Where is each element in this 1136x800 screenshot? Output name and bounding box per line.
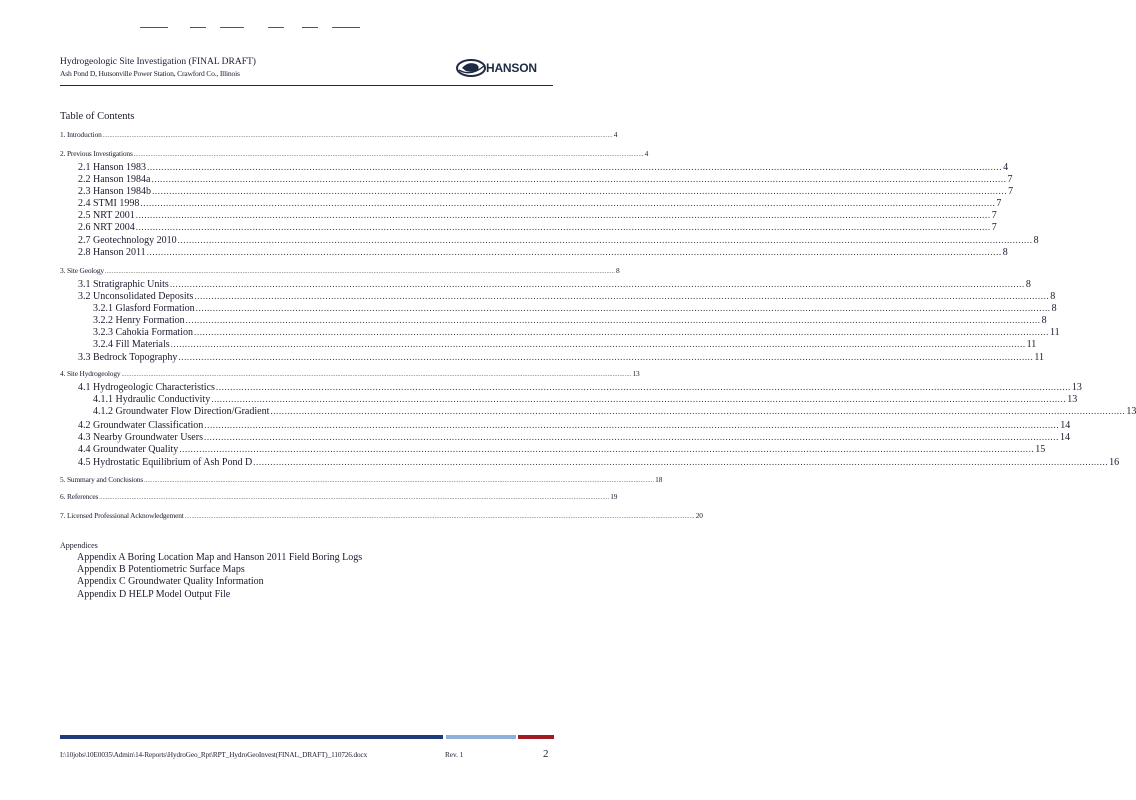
- appendix-item: Appendix B Potentiometric Surface Maps: [77, 564, 245, 575]
- toc-entry[interactable]: [60, 475, 663, 485]
- toc-entry[interactable]: [78, 290, 1056, 302]
- toc-dot-leader: ............................................................................................................................................................................................................................................................................................................: [151, 174, 1007, 184]
- toc-entry-label: 4.4 Groundwater Quality: [78, 444, 179, 455]
- toc-entry-page: 8: [1050, 291, 1056, 302]
- toc-entry[interactable]: [93, 302, 1057, 314]
- toc-dot-leader: ............................................................................................................................................................................................................................................................................................................: [253, 457, 1109, 467]
- toc-dot-leader: ............................................................................................................................................................................................................................................................................................................: [194, 291, 1050, 301]
- toc-dot-leader: ............................................................................................................................................................................................................................................................................................................: [178, 352, 1034, 362]
- toc-entry[interactable]: [78, 419, 1071, 431]
- top-marks: [140, 27, 360, 31]
- toc-dot-leader: ............................................................................................................................................................................................................................................................................................................: [102, 133, 613, 139]
- toc-dot-leader: ............................................................................................................................................................................................................................................................................................................: [204, 420, 1060, 430]
- toc-entry-label: 2.4 STMI 1998: [78, 198, 140, 209]
- footer-bar-red: [518, 735, 554, 739]
- toc-entry[interactable]: [78, 209, 997, 221]
- toc-entry-page: 7: [996, 198, 1002, 209]
- toc-entry[interactable]: [78, 381, 1082, 393]
- toc-entry[interactable]: [78, 456, 1120, 468]
- toc-entry-label: 4.5 Hydrostatic Equilibrium of Ash Pond D: [78, 457, 253, 468]
- toc-dot-leader: ............................................................................................................................................................................................................................................................................................................: [152, 186, 1008, 196]
- toc-entry-page: 19: [610, 492, 618, 501]
- toc-entry-label: 4.2 Groundwater Classification: [78, 420, 204, 431]
- toc-entry[interactable]: [78, 234, 1039, 246]
- toc-dot-leader: ............................................................................................................................................................................................................................................................................................................: [135, 210, 991, 220]
- toc-entry-label: 2. Previous Investigations: [60, 149, 133, 158]
- footer-page-number: 2: [543, 748, 549, 760]
- toc-entry-page: 14: [1060, 420, 1071, 431]
- toc-entry-page: 8: [1033, 235, 1039, 246]
- toc-entry-page: 13: [1126, 406, 1136, 417]
- toc-entry[interactable]: [78, 278, 1031, 290]
- toc-entry-page: 11: [1050, 327, 1060, 338]
- header-rule: [60, 85, 553, 86]
- toc-dot-leader: ............................................................................................................................................................................................................................................................................................................: [211, 394, 1067, 404]
- toc-entry-label: 4. Site Hydrogeology: [60, 369, 121, 378]
- toc-dot-leader: ............................................................................................................................................................................................................................................................................................................: [170, 339, 1026, 349]
- toc-entry-label: 3.2 Unconsolidated Deposits: [78, 291, 194, 302]
- toc-entry-page: 7: [1007, 174, 1013, 185]
- toc-entry-page: 16: [1109, 457, 1120, 468]
- toc-entry[interactable]: [78, 173, 1013, 185]
- toc-dot-leader: ............................................................................................................................................................................................................................................................................................................: [270, 406, 1126, 416]
- toc-entry-label: 1. Introduction: [60, 130, 102, 139]
- toc-entry-page: 18: [655, 475, 663, 484]
- toc-entry[interactable]: [78, 161, 1009, 173]
- toc-entry-page: 8: [1025, 279, 1031, 290]
- toc-entry-page: 7: [1008, 186, 1014, 197]
- toc-entry-label: 2.2 Hanson 1984a: [78, 174, 151, 185]
- toc-entry-label: 3.1 Stratigraphic Units: [78, 279, 169, 290]
- toc-entry-label: 3.2.3 Cahokia Formation: [93, 327, 193, 338]
- toc-entry-label: 4.1 Hydrogeologic Characteristics: [78, 382, 215, 393]
- toc-entry[interactable]: [60, 266, 620, 276]
- toc-dot-leader: ............................................................................................................................................................................................................................................................................................................: [99, 495, 610, 501]
- toc-dot-leader: ............................................................................................................................................................................................................................................................................................................: [135, 222, 991, 232]
- toc-entry-page: 14: [1059, 432, 1070, 443]
- toc-entry-page: 15: [1035, 444, 1046, 455]
- toc-entry-label: 3.2.4 Fill Materials: [93, 339, 170, 350]
- toc-entry-label: 6. References: [60, 492, 99, 501]
- toc-entry[interactable]: [78, 197, 1002, 209]
- toc-entry-page: 4: [644, 149, 649, 158]
- globe-icon: [456, 57, 486, 79]
- footer-file-path: I:\10jobs\10E0035\Admin\14-Reports\HydroGeo_Rpt\RPT_HydroGeoInvest(FINAL_DRAFT)_110726.docx: [60, 751, 368, 759]
- toc-dot-leader: ............................................................................................................................................................................................................................................................................................................: [185, 315, 1041, 325]
- toc-dot-leader: ............................................................................................................................................................................................................................................................................................................: [215, 382, 1071, 392]
- toc-entry[interactable]: [60, 511, 703, 521]
- toc-entry-page: 13: [1071, 382, 1082, 393]
- toc-dot-leader: ............................................................................................................................................................................................................................................................................................................: [169, 279, 1025, 289]
- header-subtitle: Ash Pond D, Hutsonville Power Station, Crawford Co., Illinois: [60, 69, 240, 78]
- toc-entry-label: 4.1.1 Hydraulic Conductivity: [93, 394, 211, 405]
- toc-entry-label: 3.3 Bedrock Topography: [78, 352, 178, 363]
- toc-entry-label: 2.3 Hanson 1984b: [78, 186, 152, 197]
- toc-dot-leader: ............................................................................................................................................................................................................................................................................................................: [179, 444, 1035, 454]
- toc-dot-leader: ............................................................................................................................................................................................................................................................................................................: [140, 198, 996, 208]
- toc-entry-label: 2.7 Geotechnology 2010: [78, 235, 177, 246]
- toc-entry[interactable]: [78, 221, 997, 233]
- toc-entry[interactable]: [93, 405, 1136, 417]
- toc-entry-label: 2.5 NRT 2001: [78, 210, 135, 221]
- toc-entry-label: 2.1 Hanson 1983: [78, 162, 147, 173]
- toc-entry[interactable]: [60, 130, 618, 140]
- header-title: Hydrogeologic Site Investigation (FINAL DRAFT): [60, 57, 256, 67]
- toc-dot-leader: ............................................................................................................................................................................................................................................................................................................: [146, 247, 1002, 257]
- footer-revision: Rev. 1: [445, 751, 464, 759]
- toc-dot-leader: ............................................................................................................................................................................................................................................................................................................: [184, 514, 695, 520]
- toc-dot-leader: ............................................................................................................................................................................................................................................................................................................: [194, 327, 1049, 337]
- toc-entry[interactable]: [60, 149, 649, 159]
- toc-entry-page: 4: [1003, 162, 1009, 173]
- logo-text: HANSON: [486, 61, 537, 75]
- appendix-item: Appendix A Boring Location Map and Hanson 2011 Field Boring Logs: [77, 552, 363, 563]
- toc-dot-leader: ............................................................................................................................................................................................................................................................................................................: [121, 372, 632, 378]
- toc-entry[interactable]: [78, 431, 1070, 443]
- toc-dot-leader: ............................................................................................................................................................................................................................................................................................................: [133, 152, 644, 158]
- toc-entry-label: 7. Licensed Professional Acknowledgement: [60, 511, 184, 520]
- toc-entry-page: 11: [1026, 339, 1037, 350]
- toc-entry-page: 20: [695, 511, 703, 520]
- toc-entry-label: 2.8 Hanson 2011: [78, 247, 146, 258]
- toc-entry-page: 8: [615, 266, 620, 275]
- toc-entry-page: 13: [1067, 394, 1078, 405]
- toc-entry[interactable]: [78, 351, 1045, 363]
- toc-entry[interactable]: [93, 393, 1078, 405]
- toc-entry-label: 4.3 Nearby Groundwater Users: [78, 432, 203, 443]
- toc-entry[interactable]: [60, 492, 618, 502]
- toc-entry-page: 8: [1041, 315, 1047, 326]
- toc-entry-page: 4: [613, 130, 618, 139]
- toc-entry[interactable]: [78, 246, 1008, 258]
- toc-title: Table of Contents: [60, 111, 135, 122]
- toc-entry-label: 5. Summary and Conclusions: [60, 475, 144, 484]
- appendix-item: Appendix D HELP Model Output File: [77, 589, 231, 600]
- toc-dot-leader: ............................................................................................................................................................................................................................................................................................................: [195, 303, 1051, 313]
- toc-entry-label: 3.2.1 Glasford Formation: [93, 303, 195, 314]
- toc-entry-page: 7: [991, 222, 997, 233]
- hanson-logo: [456, 57, 556, 79]
- toc-dot-leader: ............................................................................................................................................................................................................................................................................................................: [104, 269, 615, 275]
- toc-entry-page: 7: [991, 210, 997, 221]
- footer-bar-light-blue: [446, 735, 516, 739]
- toc-dot-leader: ............................................................................................................................................................................................................................................................................................................: [144, 478, 655, 484]
- toc-entry[interactable]: [78, 443, 1046, 455]
- toc-entry[interactable]: [93, 326, 1060, 338]
- footer-bar-navy: [60, 735, 443, 739]
- toc-entry[interactable]: [93, 314, 1047, 326]
- toc-entry-page: 13: [632, 369, 640, 378]
- toc-entry-page: 8: [1002, 247, 1008, 258]
- toc-entry[interactable]: [60, 369, 640, 379]
- toc-entry-label: 4.1.2 Groundwater Flow Direction/Gradient: [93, 406, 270, 417]
- toc-entry[interactable]: [78, 185, 1014, 197]
- toc-entry-label: 3.2.2 Henry Formation: [93, 315, 185, 326]
- toc-entry-label: 3. Site Geology: [60, 266, 104, 275]
- toc-entry-page: 11: [1034, 352, 1045, 363]
- toc-dot-leader: ............................................................................................................................................................................................................................................................................................................: [147, 162, 1003, 172]
- toc-dot-leader: ............................................................................................................................................................................................................................................................................................................: [203, 432, 1059, 442]
- appendix-item: Appendix C Groundwater Quality Information: [77, 576, 264, 587]
- toc-dot-leader: ............................................................................................................................................................................................................................................................................................................: [177, 235, 1033, 245]
- toc-entry-label: 2.6 NRT 2004: [78, 222, 135, 233]
- toc-entry-page: 8: [1051, 303, 1057, 314]
- appendices-heading: Appendices: [60, 541, 98, 550]
- toc-entry[interactable]: [93, 338, 1037, 350]
